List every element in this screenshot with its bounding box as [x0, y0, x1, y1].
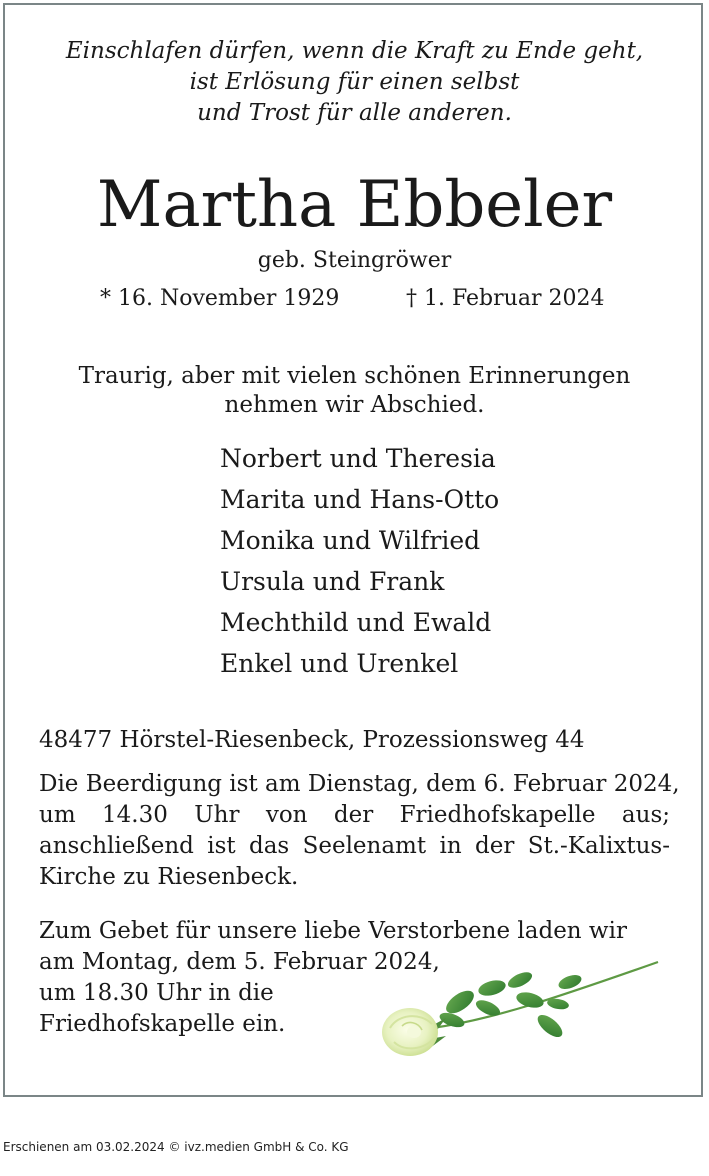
farewell-line: Traurig, aber mit vielen schönen Erinnerungen: [78, 363, 631, 389]
mourner-entry: Mechthild und Ewald: [220, 608, 492, 637]
publication-footer: Erschienen am 03.02.2024 © ivz.medien GmbH & Co. KG: [3, 1140, 349, 1154]
deceased-name: Martha Ebbeler: [96, 168, 613, 242]
prayer-line: am Montag, dem 5. Februar 2024,: [39, 949, 440, 975]
mourners-list: [220, 438, 499, 684]
mourner-entry: Norbert und Theresia: [220, 444, 496, 473]
verse-line: und Trost für alle anderen.: [197, 100, 512, 126]
verse-line: Einschlafen dürfen, wenn die Kraft zu Ende geht,: [65, 38, 644, 64]
prayer-line: Zum Gebet für unsere liebe Verstorbene laden wir: [39, 918, 627, 944]
verse-line: ist Erlösung für einen selbst: [189, 69, 520, 95]
funeral-line: Die Beerdigung ist am Dienstag, dem 6. Februar 2024,: [39, 771, 680, 797]
farewell-text: [0, 362, 709, 420]
funeral-line: um 14.30 Uhr von der Friedhofskapelle aus;: [39, 802, 670, 828]
memorial-verse: [0, 36, 709, 129]
family-address: 48477 Hörstel-Riesenbeck, Prozessionsweg 44: [39, 727, 585, 753]
funeral-line: anschließend ist das Seelenamt in der St.-Kalixtus-: [39, 833, 670, 859]
prayer-line: um 18.30 Uhr in die: [39, 980, 274, 1006]
mourner-entry: Enkel und Urenkel: [220, 649, 459, 678]
rose-icon: [380, 958, 662, 1062]
mourner-entry: Monika und Wilfried: [220, 526, 481, 555]
prayer-line: Friedhofskapelle ein.: [39, 1011, 286, 1037]
mourner-entry: Ursula und Frank: [220, 567, 445, 596]
funeral-line: Kirche zu Riesenbeck.: [39, 864, 299, 890]
death-date: † 1. Februar 2024: [406, 286, 605, 311]
maiden-name: geb. Steingröwer: [257, 248, 452, 273]
mourner-entry: Marita und Hans-Otto: [220, 485, 500, 514]
farewell-line: nehmen wir Abschied.: [224, 392, 485, 418]
funeral-info: [39, 769, 680, 893]
birth-date: * 16. November 1929: [100, 286, 340, 311]
